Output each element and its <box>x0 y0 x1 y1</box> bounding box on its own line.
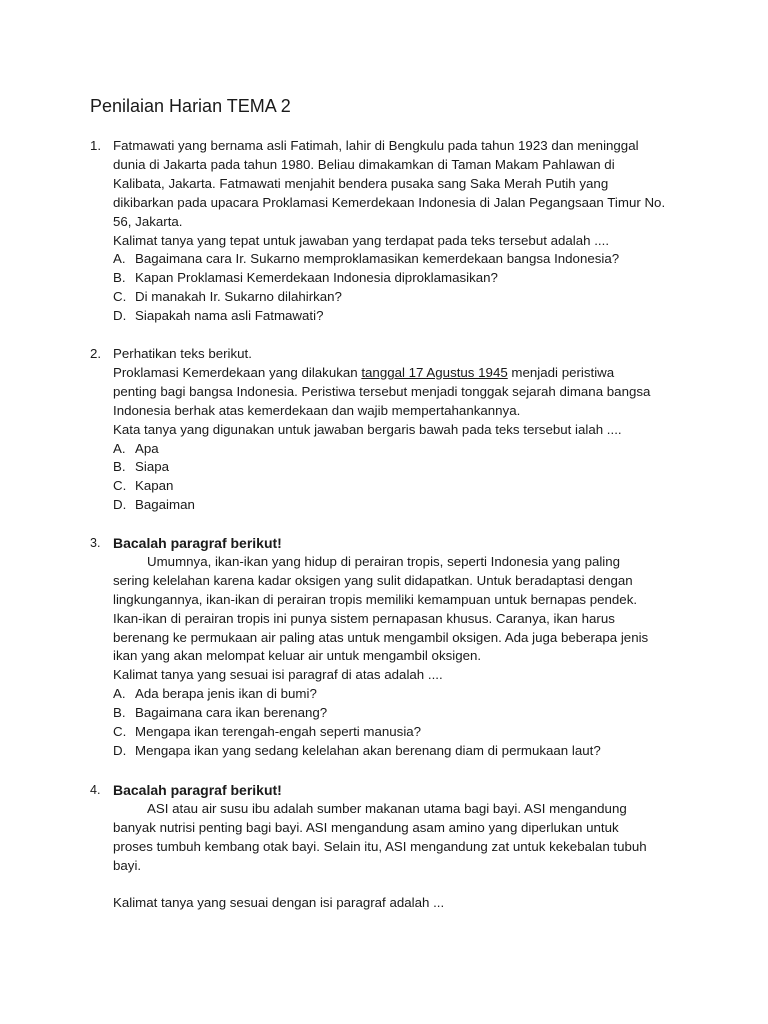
question-heading: Bacalah paragraf berikut! <box>113 535 282 551</box>
option-d <box>113 496 690 515</box>
option-a <box>113 440 690 459</box>
underlined-answer: tanggal 17 Agustus 1945 <box>361 364 508 380</box>
option-label: D. <box>113 497 127 513</box>
option-b <box>113 269 690 288</box>
option-a <box>113 250 690 269</box>
question-prompt: Kalimat tanya yang tepat untuk jawaban yang terdapat pada teks tersebut adalah .... <box>113 232 610 248</box>
question-1 <box>90 137 690 326</box>
question-2 <box>90 345 690 515</box>
option-text: Siapakah nama asli Fatmawati? <box>135 308 324 324</box>
text-line: Kalibata, Jakarta. Fatmawati menjahit bendera pusaka sang Saka Merah Putih yang <box>113 175 609 191</box>
option-b <box>113 704 690 723</box>
text-line: Proklamasi Kemerdekaan yang dilakukan tanggal 17 Agustus 1945 menjadi peristiwa <box>113 364 615 380</box>
text-line: 56, Jakarta. <box>113 213 183 229</box>
option-b <box>113 458 690 477</box>
option-d <box>113 742 690 761</box>
option-label: A. <box>113 686 126 702</box>
text-line: ikan yang akan melompat keluar air untuk mengambil oksigen. <box>113 648 482 664</box>
option-label: C. <box>113 289 127 305</box>
option-a <box>113 685 690 704</box>
option-label: C. <box>113 724 127 740</box>
text-line: lingkungannya, ikan-ikan di perairan tropis memiliki kemampuan untuk bernapas pendek. <box>113 591 638 607</box>
option-c <box>113 723 690 742</box>
text-line: Perhatikan teks berikut. <box>113 346 252 361</box>
text-line: ASI atau air susu ibu adalah sumber makanan utama bagi bayi. ASI mengandung <box>147 800 627 816</box>
text-line: proses tumbuh kembang otak bayi. Selain itu, ASI mengandung zat untuk kekebalan tubuh <box>113 838 647 854</box>
text-line: bayi. <box>113 857 142 873</box>
option-text: Siapa <box>135 459 170 475</box>
option-label: C. <box>113 478 127 494</box>
text-line: dunia di Jakarta pada tahun 1980. Beliau dimakamkan di Taman Makam Pahlawan di <box>113 156 615 172</box>
question-number: 3. <box>90 536 101 550</box>
option-label: B. <box>113 459 126 475</box>
option-c <box>113 477 690 496</box>
option-text: Bagaiman <box>135 497 195 513</box>
text-line: berenang ke permukaan air paling atas untuk mengambil oksigen. Ada juga beberapa jenis <box>113 629 649 645</box>
text-line: Ikan-ikan di perairan tropis ini punya sistem pernapasan khusus. Caranya, ikan harus <box>113 610 615 626</box>
question-prompt: Kalimat tanya yang sesuai isi paragraf di atas adalah .... <box>113 667 443 683</box>
text-line: Umumnya, ikan-ikan yang hidup di perairan tropis, seperti Indonesia yang paling <box>147 553 621 569</box>
option-label: A. <box>113 440 126 456</box>
text-line: banyak nutrisi penting bagi bayi. ASI mengandung asam amino yang diperlukan untuk <box>113 819 619 835</box>
question-prompt: Kalimat tanya yang sesuai dengan isi paragraf adalah ... <box>113 895 445 911</box>
question-3 <box>90 534 690 761</box>
option-c <box>113 288 690 307</box>
text-line: Fatmawati yang bernama asli Fatimah, lahir di Bengkulu pada tahun 1923 dan meninggal <box>113 138 639 153</box>
question-number: 4. <box>90 783 101 797</box>
option-label: B. <box>113 270 126 286</box>
option-label: A. <box>113 251 126 267</box>
option-text: Mengapa ikan terengah-engah seperti manusia? <box>135 724 422 740</box>
option-label: D. <box>113 742 127 758</box>
option-label: D. <box>113 308 127 324</box>
option-text: Bagaimana cara ikan berenang? <box>135 705 328 721</box>
text-line: dikibarkan pada upacara Proklamasi Kemerdekaan Indonesia di Jalan Pegangsaan Timur No. <box>113 194 666 210</box>
question-number: 2. <box>90 346 102 361</box>
question-prompt: Kata tanya yang digunakan untuk jawaban bergaris bawah pada teks tersebut ialah .... <box>113 421 622 437</box>
page-title: Penilaian Harian TEMA 2 <box>90 96 291 116</box>
option-text: Ada berapa jenis ikan di bumi? <box>135 686 317 702</box>
question-4 <box>90 781 690 913</box>
option-text: Bagaimana cara Ir. Sukarno memproklamasikan kemerdekaan bangsa Indonesia? <box>135 251 620 267</box>
text-line: sering kelelahan karena kadar oksigen yang sulit didapatkan. Untuk beradaptasi dengan <box>113 572 633 588</box>
option-label: B. <box>113 705 126 721</box>
option-text: Mengapa ikan yang sedang kelelahan akan berenang diam di permukaan laut? <box>135 742 601 758</box>
option-text: Di manakah Ir. Sukarno dilahirkan? <box>135 289 342 305</box>
option-text: Kapan <box>135 478 174 494</box>
text-line: Indonesia berhak atas kemerdekaan dan wajib mempertahankannya. <box>113 402 521 418</box>
blank-line <box>113 876 690 895</box>
option-d <box>113 307 690 326</box>
question-number: 1. <box>90 138 102 153</box>
option-text: Apa <box>135 440 159 456</box>
text-line: penting bagi bangsa Indonesia. Peristiwa tersebut menjadi tonggak sejarah dimana bangsa <box>113 383 651 399</box>
option-text: Kapan Proklamasi Kemerdekaan Indonesia diproklamasikan? <box>135 270 498 286</box>
question-heading: Bacalah paragraf berikut! <box>113 782 282 798</box>
